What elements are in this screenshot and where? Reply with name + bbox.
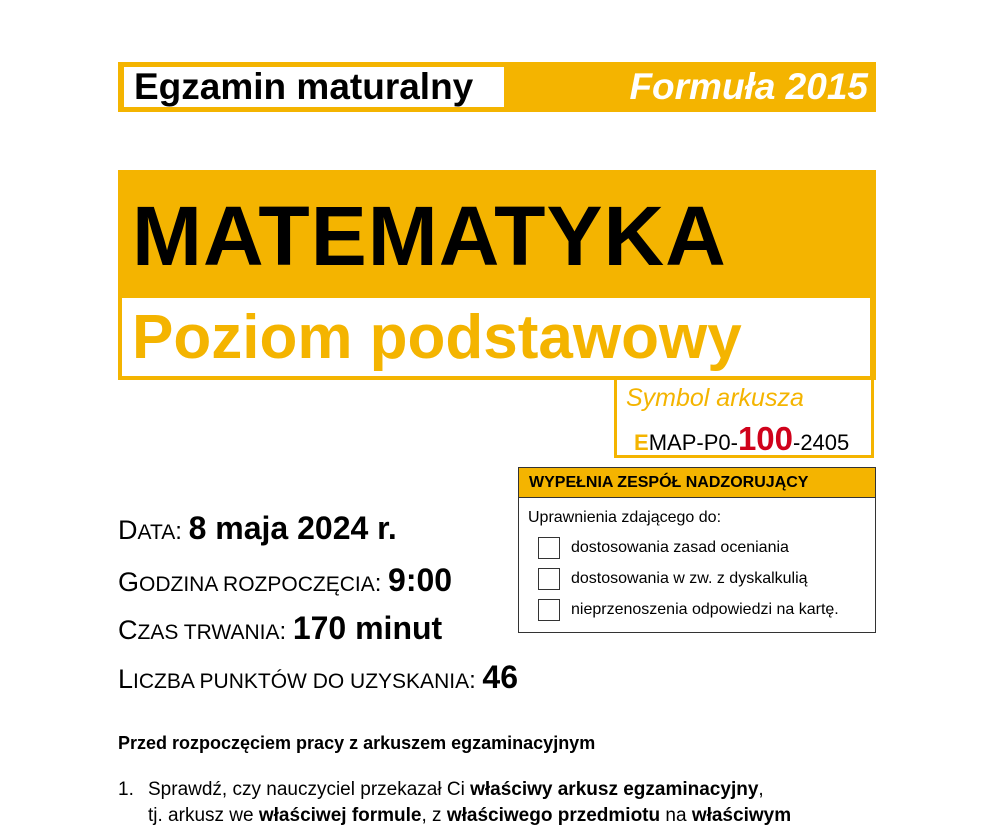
subject-title: MATEMATYKA bbox=[132, 189, 727, 283]
supervision-option-scoring[interactable]: dostosowania zasad oceniania bbox=[538, 537, 789, 559]
formula-label: Formuła 2015 bbox=[629, 66, 868, 107]
symbol-code-prefix: MAP-P0- bbox=[648, 430, 738, 455]
exam-type-title: Egzamin maturalny bbox=[122, 65, 506, 109]
instruction-line-1: Sprawdź, czy nauczyciel przekazał Ci właściwy arkusz egzaminacyjny, bbox=[148, 779, 764, 800]
supervision-option-no-transfer[interactable]: nieprzenoszenia odpowiedzi na kartę. bbox=[538, 599, 839, 621]
symbol-code-suffix: -2405 bbox=[793, 430, 850, 455]
supervision-checkbox[interactable] bbox=[538, 568, 560, 590]
supervision-header: WYPEŁNIA ZESPÓŁ NADZORUJĄCY bbox=[519, 468, 875, 498]
detail-duration: CZAS TRWANIA: 170 minut bbox=[118, 610, 443, 646]
supervision-option-dyscalculia[interactable]: dostosowania w zw. z dyskalkulią bbox=[538, 568, 808, 590]
date-value: 8 maja 2024 r. bbox=[188, 510, 397, 546]
detail-date: DATA: 8 maja 2024 r. bbox=[118, 510, 397, 546]
instruction-number: 1. bbox=[118, 779, 134, 800]
detail-points: LICZBA PUNKTÓW DO UZYSKANIA: 46 bbox=[118, 659, 519, 695]
symbol-code-letter: E bbox=[634, 430, 649, 455]
supervision-intro: Uprawnienia zdającego do: bbox=[528, 509, 722, 526]
symbol-code-number: 100 bbox=[737, 420, 793, 457]
level-title: Poziom podstawowy bbox=[122, 298, 870, 376]
symbol-label: Symbol arkusza bbox=[626, 384, 804, 412]
supervision-checkbox[interactable] bbox=[538, 599, 560, 621]
instructions-heading: Przed rozpoczęciem pracy z arkuszem egzaminacyjnym bbox=[118, 733, 596, 753]
symbol-code bbox=[634, 420, 849, 458]
points-value: 46 bbox=[482, 659, 519, 695]
supervision-checkbox[interactable] bbox=[538, 537, 560, 559]
start-time-value: 9:00 bbox=[388, 562, 453, 598]
detail-start-time: GODZINA ROZPOCZĘCIA: 9:00 bbox=[118, 562, 453, 598]
instruction-line-2: tj. arkusz we właściwej formule, z właściwego przedmiotu na właściwym bbox=[148, 805, 792, 826]
duration-value: 170 minut bbox=[292, 610, 443, 646]
